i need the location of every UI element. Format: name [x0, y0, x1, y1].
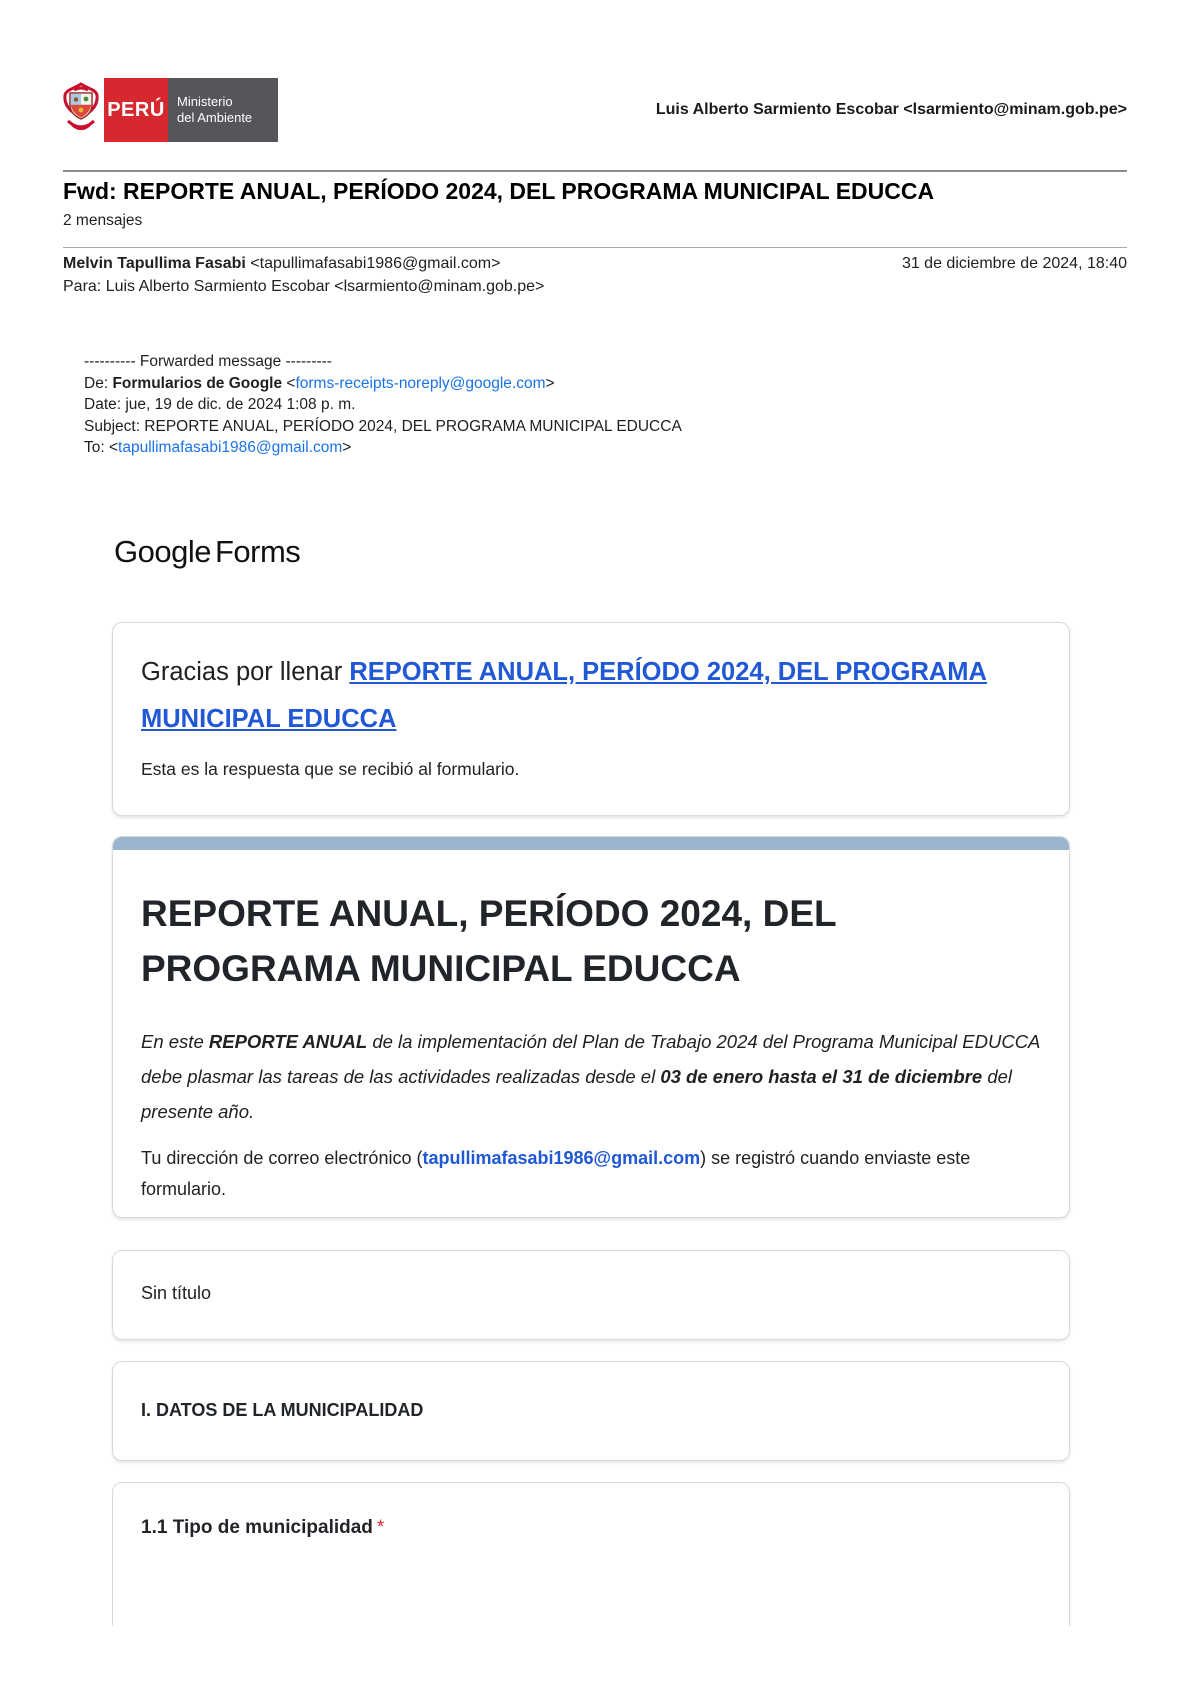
forwarded-to-email-link[interactable]: tapullimafasabi1986@gmail.com — [118, 439, 343, 456]
divider-top — [63, 170, 1127, 172]
intro-part: de la implementación del Plan de Trabajo 2024 del Programa Municipal EDUCCA debe plasmar las tareas de las actividades realizadas desde el — [141, 1031, 1040, 1087]
google-forms-logo — [114, 534, 300, 570]
registered-email-note — [141, 1143, 1041, 1205]
form-intro — [141, 1024, 1041, 1129]
forwarded-to-label: To: < — [84, 439, 119, 456]
intro-bold: 03 de enero hasta el 31 de diciembre — [660, 1066, 983, 1087]
question-text: 1.1 Tipo de municipalidad — [141, 1517, 373, 1538]
intro-bold: REPORTE ANUAL — [208, 1031, 368, 1052]
forwarded-message-block — [84, 351, 682, 459]
forwarded-from-line — [84, 373, 682, 395]
thanks-body: Esta es la respuesta que se recibió al formulario. — [141, 759, 520, 779]
forwarded-from-name: Formularios de Google — [112, 374, 283, 392]
ministry-line2: del Ambiente — [177, 110, 253, 125]
forms-wordmark: Forms — [214, 534, 301, 569]
forwarded-to-line — [84, 437, 682, 459]
registered-email-link[interactable]: tapullimafasabi1986@gmail.com — [422, 1148, 701, 1168]
forwarded-from-bracket-open: < — [282, 374, 296, 392]
intro-part: del presente año. — [141, 1066, 1013, 1122]
google-wordmark: Google — [114, 534, 211, 569]
email-note-pre: Tu dirección de correo electrónico ( — [141, 1148, 423, 1168]
message-count: 2 mensajes — [63, 212, 143, 229]
minam-logo — [58, 78, 278, 142]
forwarded-subject-line: Subject: REPORTE ANUAL, PERÍODO 2024, DEL PROGRAMA MUNICIPAL EDUCCA — [84, 417, 682, 435]
thanks-prefix: Gracias por llenar — [141, 658, 350, 686]
ministry-block — [168, 78, 278, 142]
form-response-card — [112, 836, 1070, 1218]
forwarded-from-email-link[interactable]: forms-receipts-noreply@google.com — [295, 374, 546, 392]
forwarded-to-bracket-close: > — [342, 439, 352, 456]
forwarded-from-bracket-close: > — [545, 374, 555, 392]
recipient-line: Para: Luis Alberto Sarmiento Escobar <lsarmiento@minam.gob.pe> — [63, 278, 545, 295]
divider-message — [63, 247, 1127, 248]
thanks-line — [141, 649, 1041, 743]
forwarded-from-label: De: — [84, 374, 113, 392]
question-1-1-label — [141, 1517, 1041, 1539]
form-title-link[interactable]: REPORTE ANUAL, PERÍODO 2024, DEL PROGRAMA MUNICIPAL EDUCCA — [141, 658, 987, 733]
forwarded-divider: ---------- Forwarded message --------- — [84, 353, 332, 370]
thanks-card — [112, 622, 1070, 816]
untitled-section-card — [112, 1250, 1070, 1340]
peru-brand-label: PERÚ — [107, 98, 165, 121]
forwarded-date-line: Date: jue, 19 de dic. de 2024 1:08 p. m. — [84, 396, 356, 413]
untitled-section-label: Sin título — [141, 1283, 212, 1303]
sender — [63, 255, 500, 273]
required-asterisk: * — [376, 1517, 385, 1538]
email-note-post: ) se registró cuando enviaste este formulario. — [141, 1148, 971, 1199]
form-title: REPORTE ANUAL, PERÍODO 2024, DEL PROGRAMA MUNICIPAL EDUCCA — [141, 893, 836, 989]
peru-coat-of-arms-icon — [58, 78, 104, 142]
account-owner-email: Luis Alberto Sarmiento Escobar <lsarmiento@minam.gob.pe> — [655, 101, 1127, 118]
ministry-line1: Ministerio — [177, 94, 233, 109]
question-1-1-card — [112, 1482, 1070, 1626]
sender-name: Melvin Tapullima Fasabi — [63, 255, 246, 272]
section-1-card — [112, 1361, 1070, 1461]
question-card-clip — [112, 1482, 1072, 1626]
form-card-body — [113, 850, 1069, 1205]
message-date: 31 de diciembre de 2024, 18:40 — [901, 255, 1127, 272]
thread-subject: Fwd: REPORTE ANUAL, PERÍODO 2024, DEL PROGRAMA MUNICIPAL EDUCCA — [63, 178, 935, 204]
intro-part: En este — [141, 1031, 209, 1052]
peru-brand-block — [104, 78, 168, 142]
sender-email: <tapullimafasabi1986@gmail.com> — [245, 255, 501, 272]
section-1-title: I. DATOS DE LA MUNICIPALIDAD — [141, 1400, 424, 1420]
form-accent-strip — [113, 837, 1069, 850]
message-header-row — [63, 255, 1127, 273]
